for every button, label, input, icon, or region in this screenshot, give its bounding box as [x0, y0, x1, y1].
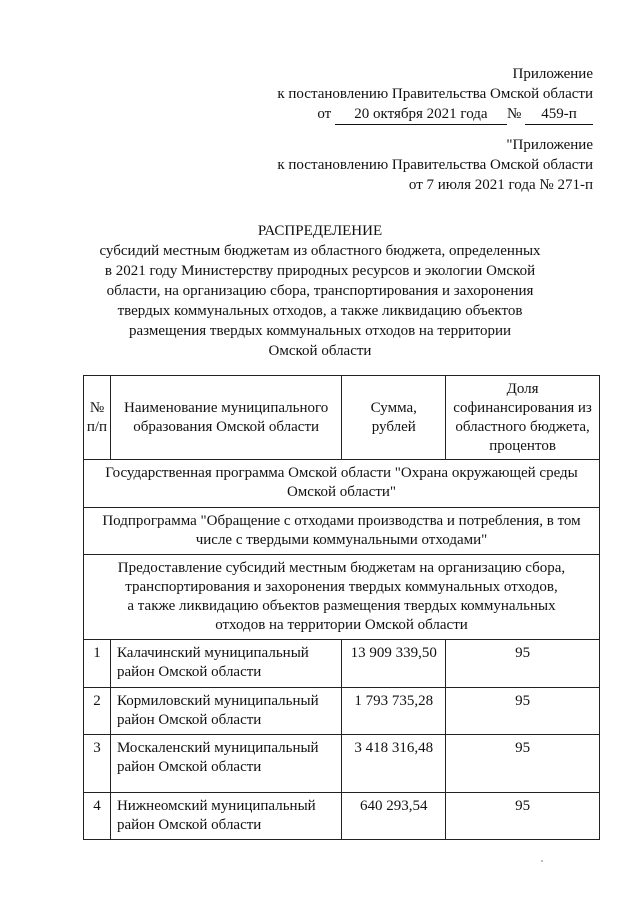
- table-row: [84, 735, 600, 793]
- header-share: [446, 376, 600, 460]
- table-row: [84, 688, 600, 735]
- row-num: 2: [84, 688, 111, 735]
- appendix-header: [277, 64, 593, 125]
- title-line: твердых коммунальных отходов, а также ликвидацию объектов: [117, 303, 523, 319]
- appendix-number: 459-п: [525, 104, 593, 125]
- row-num: 4: [84, 793, 111, 840]
- document-title: [0, 221, 640, 361]
- subprogram-line: числе с твердыми коммунальными отходами": [195, 532, 488, 548]
- measure-line: Предоставление субсидий местным бюджетам на организацию сбора,: [117, 560, 566, 576]
- subprogram-row: [84, 508, 600, 555]
- row-name-line: район Омской области: [116, 664, 262, 680]
- row-name-line: район Омской области: [116, 759, 262, 775]
- appendix-from-prefix: от: [317, 106, 332, 122]
- row-sum: 3 418 316,48: [342, 735, 446, 793]
- header-share-line: процентов: [489, 437, 556, 454]
- row-name-line: Москаленский муниципальный: [116, 740, 319, 756]
- row-name-line: район Омской области: [116, 712, 262, 728]
- program-line: Государственная программа Омской области "Охрана окружающей среды: [105, 465, 578, 481]
- row-share: 95: [446, 640, 600, 688]
- appendix-resolution: к постановлению Правительства Омской области: [277, 86, 593, 102]
- table-row: [84, 640, 600, 688]
- subprogram-cell: [84, 508, 600, 555]
- row-sum: 640 293,54: [342, 793, 446, 840]
- subsidy-table: [83, 375, 600, 840]
- measure-line: транспортирования и захоронения твердых коммунальных отходов,: [125, 579, 558, 595]
- row-name: [110, 735, 341, 793]
- header-share-line: софинансирования из: [453, 399, 592, 416]
- row-name-line: район Омской области: [116, 817, 262, 833]
- subprogram-line: Подпрограмма "Обращение с отходами производства и потребления, в том: [102, 513, 581, 529]
- row-num: 1: [84, 640, 111, 688]
- header-num-line: п/п: [86, 418, 108, 435]
- program-cell: [84, 460, 600, 508]
- title-line: в 2021 году Министерству природных ресурсов и экологии Омской: [104, 263, 536, 279]
- title-line: субсидий местным бюджетам из областного бюджета, определенных: [99, 243, 541, 259]
- prior-appendix-header: [277, 135, 593, 195]
- title-line: Омской области: [268, 343, 372, 359]
- title-heading: РАСПРЕДЕЛЕНИЕ: [257, 223, 383, 239]
- appendix-date-line: [277, 104, 593, 125]
- row-share: 95: [446, 735, 600, 793]
- header-num: [84, 376, 111, 460]
- appendix-label: Приложение: [512, 66, 593, 82]
- row-name-line: Нижнеомский муниципальный: [116, 798, 316, 814]
- row-share: 95: [446, 793, 600, 840]
- header-name: [110, 376, 341, 460]
- row-name-line: Кормиловский муниципальный: [116, 693, 319, 709]
- prior-appendix-label: "Приложение: [506, 137, 593, 153]
- table-row: [84, 793, 600, 840]
- measure-line: отходов на территории Омской области: [215, 617, 468, 633]
- program-line: Омской области": [286, 484, 397, 500]
- row-name: [110, 793, 341, 840]
- measure-cell: [84, 555, 600, 640]
- header-name-line: образования Омской области: [133, 418, 320, 435]
- row-name: [110, 640, 341, 688]
- measure-row: [84, 555, 600, 640]
- prior-appendix-date-number: от 7 июля 2021 года № 271-п: [408, 177, 593, 193]
- header-sum-line: рублей: [371, 418, 416, 435]
- row-name: [110, 688, 341, 735]
- scan-speck: [541, 860, 543, 862]
- row-sum: 13 909 339,50: [342, 640, 446, 688]
- header-sum: [342, 376, 446, 460]
- header-share-line: областного бюджета,: [455, 418, 590, 435]
- header-num-line: №: [89, 399, 105, 416]
- title-line: размещения твердых коммунальных отходов на территории: [128, 323, 512, 339]
- row-share: 95: [446, 688, 600, 735]
- appendix-number-sign: №: [506, 106, 522, 122]
- row-sum: 1 793 735,28: [342, 688, 446, 735]
- prior-appendix-resolution: к постановлению Правительства Омской области: [277, 157, 593, 173]
- header-sum-line: Сумма,: [370, 399, 417, 416]
- title-line: области, на организацию сбора, транспортирования и захоронения: [106, 283, 534, 299]
- header-share-line: Доля: [506, 380, 539, 397]
- program-row: [84, 460, 600, 508]
- header-name-line: Наименование муниципального: [124, 399, 329, 416]
- row-name-line: Калачинский муниципальный: [116, 645, 309, 661]
- row-num: 3: [84, 735, 111, 793]
- measure-line: а также ликвидацию объектов размещения твердых коммунальных: [127, 598, 556, 614]
- appendix-date: 20 октября 2021 года: [335, 104, 507, 125]
- table-header-row: [84, 376, 600, 460]
